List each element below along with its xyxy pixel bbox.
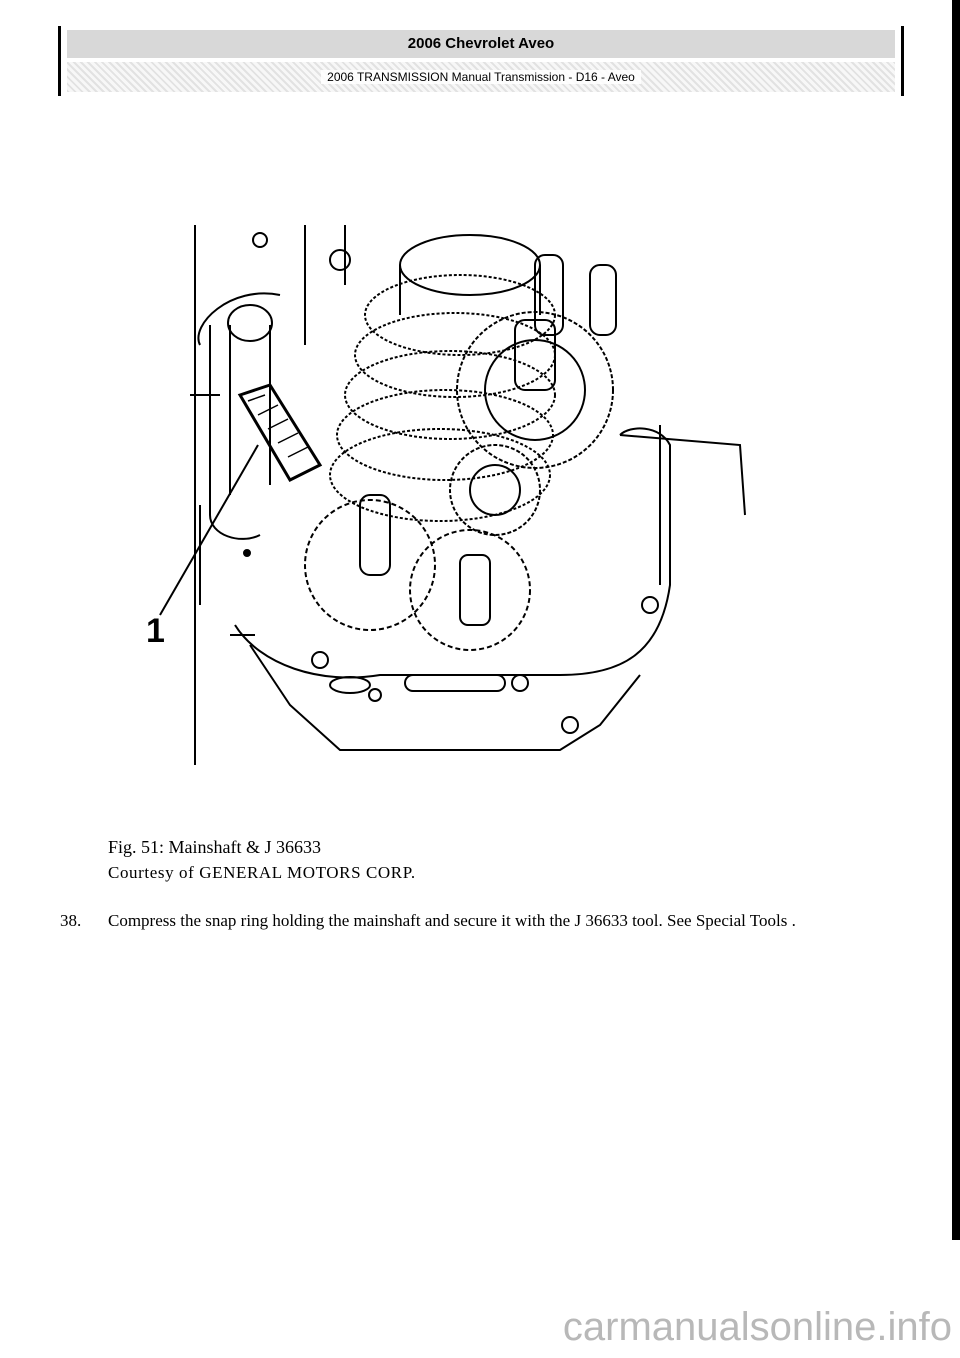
transmission-illustration [140,205,760,765]
step-number: 38. [60,911,82,930]
site-watermark: carmanualsonline.info [562,1305,952,1349]
page-edge-bar [952,0,960,1240]
page-header [58,26,904,96]
document-title: 2006 Chevrolet Aveo [67,30,895,58]
figure-caption: Fig. 51: Mainshaft & J 36633 [108,837,322,857]
callout-number-1: 1 [146,612,165,650]
figure-courtesy: Courtesy of GENERAL MOTORS CORP. [108,863,416,882]
document-subtitle: 2006 TRANSMISSION Manual Transmission - D16 - Aveo [321,70,641,84]
document-subtitle-bar [67,62,895,92]
step-text: Compress the snap ring holding the mainshaft and secure it with the J 36633 tool. See Special Tools . [108,911,796,930]
